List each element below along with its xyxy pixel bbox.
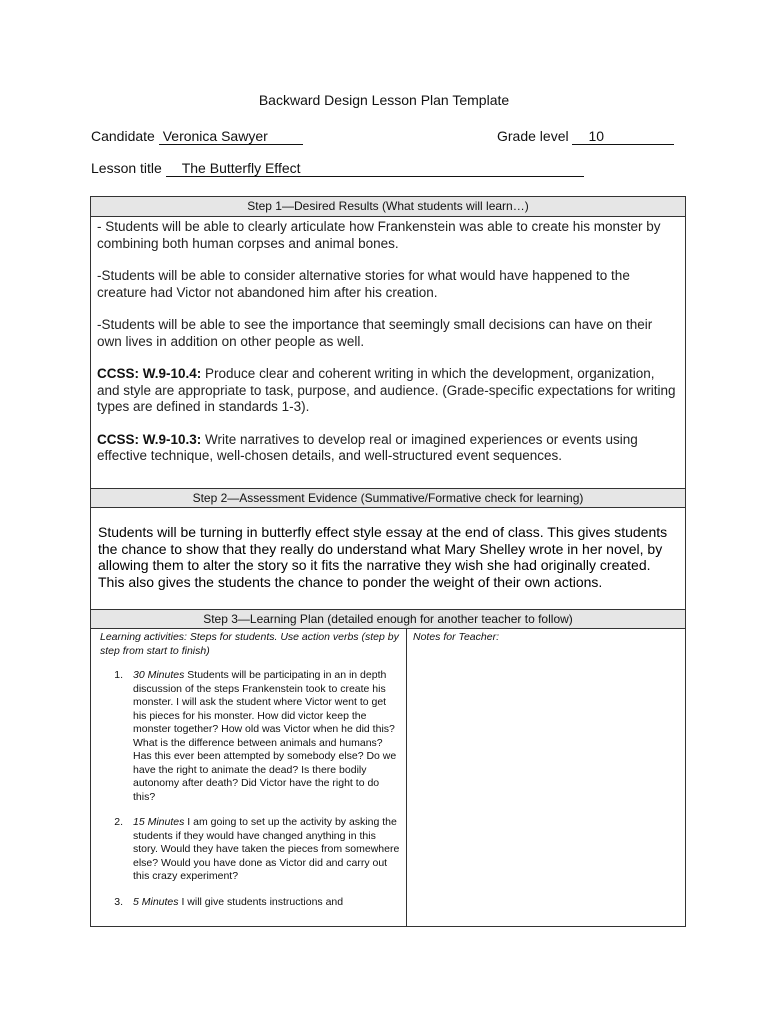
step-text xyxy=(133,669,400,804)
desired-results-section xyxy=(91,217,685,488)
step-duration: 30 Minutes xyxy=(133,669,185,681)
step-description: I am going to set up the activity by asking the students if they would have changed anything in this story. Would they have taken the pieces from somewhere else? Would you have done as Victor did and carry out this crazy experiment? xyxy=(133,816,400,882)
list-item xyxy=(100,816,400,884)
step-description: Students will be participating in an in depth discussion of the steps Frankenstein took to create his monster. I will ask the student where Victor went to get his pieces for his monster. How did victor keep the monster together? How old was Victor when he did this? What is the difference between animals and humans? Has this ever been attempted by somebody else? Do we have the right to animate the dead? Is there bodily autonomy after death? Did Victor have the right to do this? xyxy=(133,669,397,803)
standard-text: Write narratives to develop real or imagined experiences or events using effective technique, well-chosen details, and well-structured event sequences. xyxy=(97,431,638,463)
step-duration: 15 Minutes xyxy=(133,816,185,828)
assessment-evidence-text: Students will be turning in butterfly effect style essay at the end of class. This gives students the chance to show that they really do understand what Mary Shelley wrote in her novel, by allowing them to alter the story so it fits the narrative they wish she had originally created. This also gives the students the chance to ponder the weight of their own actions. xyxy=(98,524,668,590)
lesson-title-value: The Butterfly Effect xyxy=(166,160,584,177)
step-description: I will give students instructions and xyxy=(178,895,344,908)
step-text xyxy=(133,816,400,884)
standard-w-9-10-4 xyxy=(97,366,677,416)
lesson-plan-table xyxy=(90,196,686,927)
grade-level-label: Grade level xyxy=(497,128,569,144)
step1-heading: Step 1—Desired Results (What students will learn…) xyxy=(91,197,685,217)
document-title: Backward Design Lesson Plan Template xyxy=(258,92,510,108)
grade-level-field xyxy=(497,128,674,145)
lesson-title-label: Lesson title xyxy=(91,160,162,176)
grade-level-value: 10 xyxy=(572,128,674,145)
standard-text: Produce clear and coherent writing in which the development, organization, and style are appropriate to task, purpose, and audience. (Grade-specific expectations for writing types are defined in standards 1-3). xyxy=(97,366,676,414)
objective-3: -Students will be able to see the importance that seemingly small decisions can have on their own lives in addition on other people as well. xyxy=(97,317,653,349)
step-text xyxy=(133,896,400,910)
step-duration: 5 Minutes xyxy=(133,895,179,908)
step-number: 1. xyxy=(114,669,123,681)
learning-activities-intro: Learning activities: Steps for students. Use action verbs (step by step from start to finish) xyxy=(100,631,399,657)
standard-code: CCSS: W.9-10.4: xyxy=(97,366,202,381)
list-item xyxy=(100,669,400,804)
candidate-value: Veronica Sawyer xyxy=(159,128,303,145)
candidate-label: Candidate xyxy=(91,128,155,144)
step2-heading: Step 2—Assessment Evidence (Summative/Formative check for learning) xyxy=(91,488,685,508)
list-item xyxy=(100,896,400,910)
step3-heading: Step 3—Learning Plan (detailed enough for another teacher to follow) xyxy=(91,609,685,629)
learning-activities-column xyxy=(91,629,407,926)
lesson-title-field xyxy=(91,160,584,177)
step-number: 2. xyxy=(114,816,123,828)
notes-for-teacher-column xyxy=(407,629,685,926)
activity-steps-list xyxy=(100,669,400,909)
objective-1: - Students will be able to clearly articulate how Frankenstein was able to create his monster by combining both human corpses and animal bones. xyxy=(97,219,661,251)
learning-plan-row xyxy=(91,629,685,926)
candidate-field xyxy=(91,128,303,145)
standard-w-9-10-3 xyxy=(97,432,677,465)
objective-2: -Students will be able to consider alternative stories for what would have happened to the creature had Victor not abandoned him after his creation. xyxy=(97,268,630,300)
standard-code: CCSS: W.9-10.3: xyxy=(97,431,202,447)
notes-for-teacher-label: Notes for Teacher: xyxy=(413,631,499,643)
step-number: 3. xyxy=(114,895,123,908)
